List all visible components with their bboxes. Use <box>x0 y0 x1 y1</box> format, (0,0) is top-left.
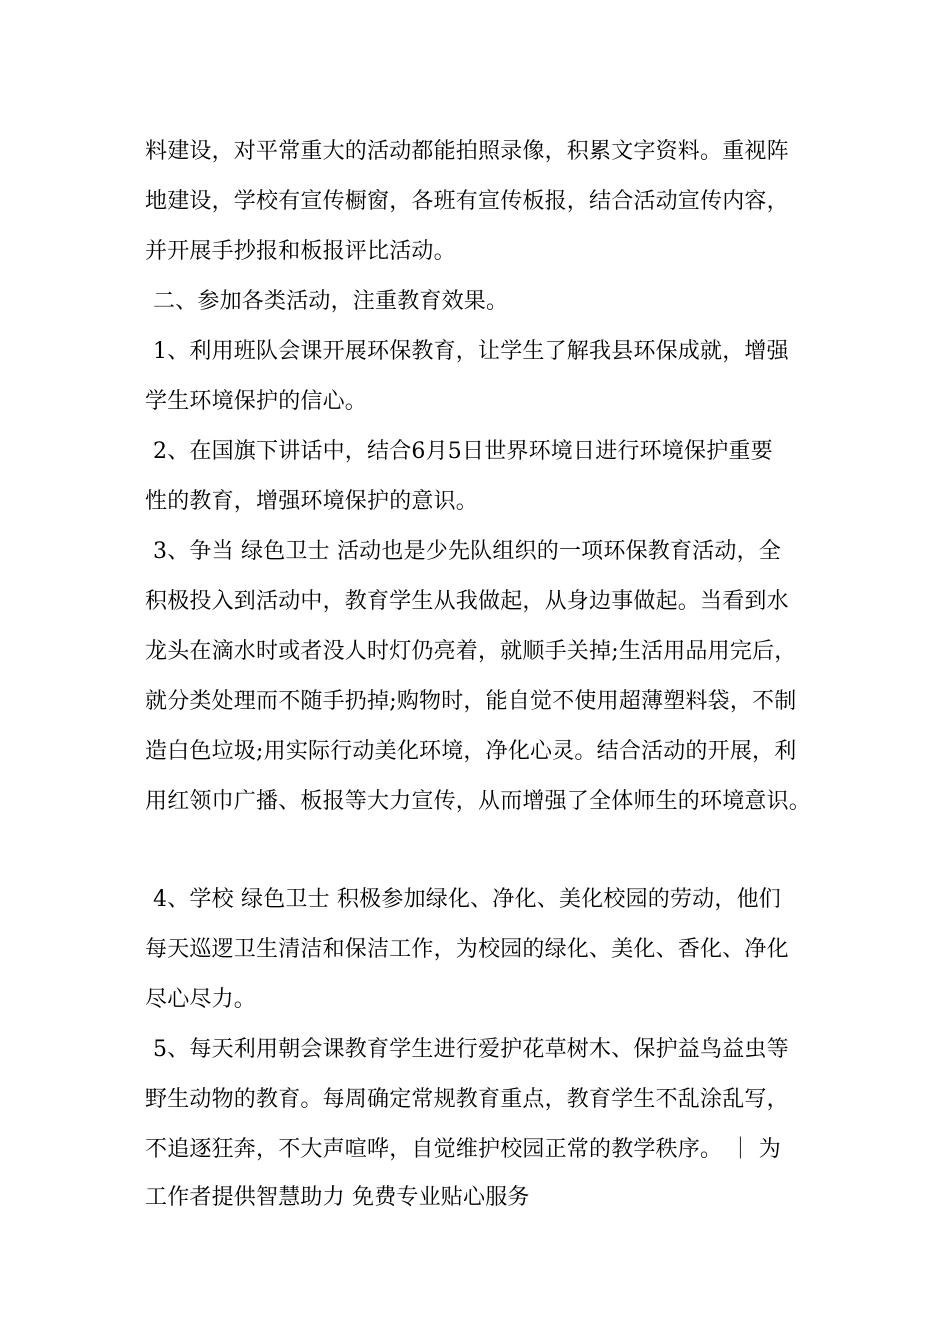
list-item-line: 用红领巾广播、板报等大力宣传，从而增强了全体师生的环境意识。 <box>145 789 812 814</box>
list-item-line: 尽心尽力。 <box>145 987 257 1012</box>
list-item-line: 4、学校 绿色卫士 积极参加绿化、净化、美化校园的劳动，他们 <box>153 887 781 912</box>
list-item-line: 1、利用班队会课开展环保教育，让学生了解我县环保成就，增强 <box>153 339 789 364</box>
paragraph-line: 并开展手抄报和板报评比活动。 <box>145 239 456 264</box>
list-item-line: 2、在国旗下讲话中，结合6月5日世界环境日进行环境保护重要 <box>153 439 773 464</box>
list-item-line: 性的教育，增强环境保护的意识。 <box>145 489 479 514</box>
list-item-line: 龙头在滴水时或者没人时灯仍亮着，就顺手关掉;生活用品用完后， <box>145 639 797 664</box>
list-item-line: 积极投入到活动中，教育学生从我做起，从身边事做起。当看到水 <box>145 589 789 614</box>
list-item-line: 造白色垃圾;用实际行动美化环境，净化心灵。结合活动的开展，利 <box>145 739 797 764</box>
list-item-line: 每天巡逻卫生清洁和保洁工作，为校园的绿化、美化、香化、净化 <box>145 937 789 962</box>
list-item-line: 3、争当 绿色卫士 活动也是少先队组织的一项环保教育活动，全 <box>153 539 781 564</box>
list-item-line: 5、每天利用朝会课教育学生进行爱护花草树木、保护益鸟益虫等 <box>153 1037 789 1062</box>
section-heading: 二、参加各类活动，注重教育效果。 <box>153 289 509 314</box>
paragraph-line: 料建设，对平常重大的活动都能拍照录像，积累文字资料。重视阵 <box>145 139 789 164</box>
list-item-line: 不追逐狂奔，不大声喧哗，自觉维护校园正常的教学秩序。 ｜ 为 <box>145 1137 781 1162</box>
paragraph-line: 地建设，学校有宣传橱窗，各班有宣传板报，结合活动宣传内容， <box>145 189 789 214</box>
list-item-line: 就分类处理而不随手扔掉;购物时，能自觉不使用超薄塑料袋，不制 <box>145 689 797 714</box>
list-item-line: 野生动物的教育。每周确定常规教育重点，教育学生不乱涂乱写， <box>145 1087 789 1112</box>
footer-slogan: 工作者提供智慧助力 免费专业贴心服务 <box>145 1185 530 1210</box>
list-item-line: 学生环境保护的信心。 <box>145 389 368 414</box>
